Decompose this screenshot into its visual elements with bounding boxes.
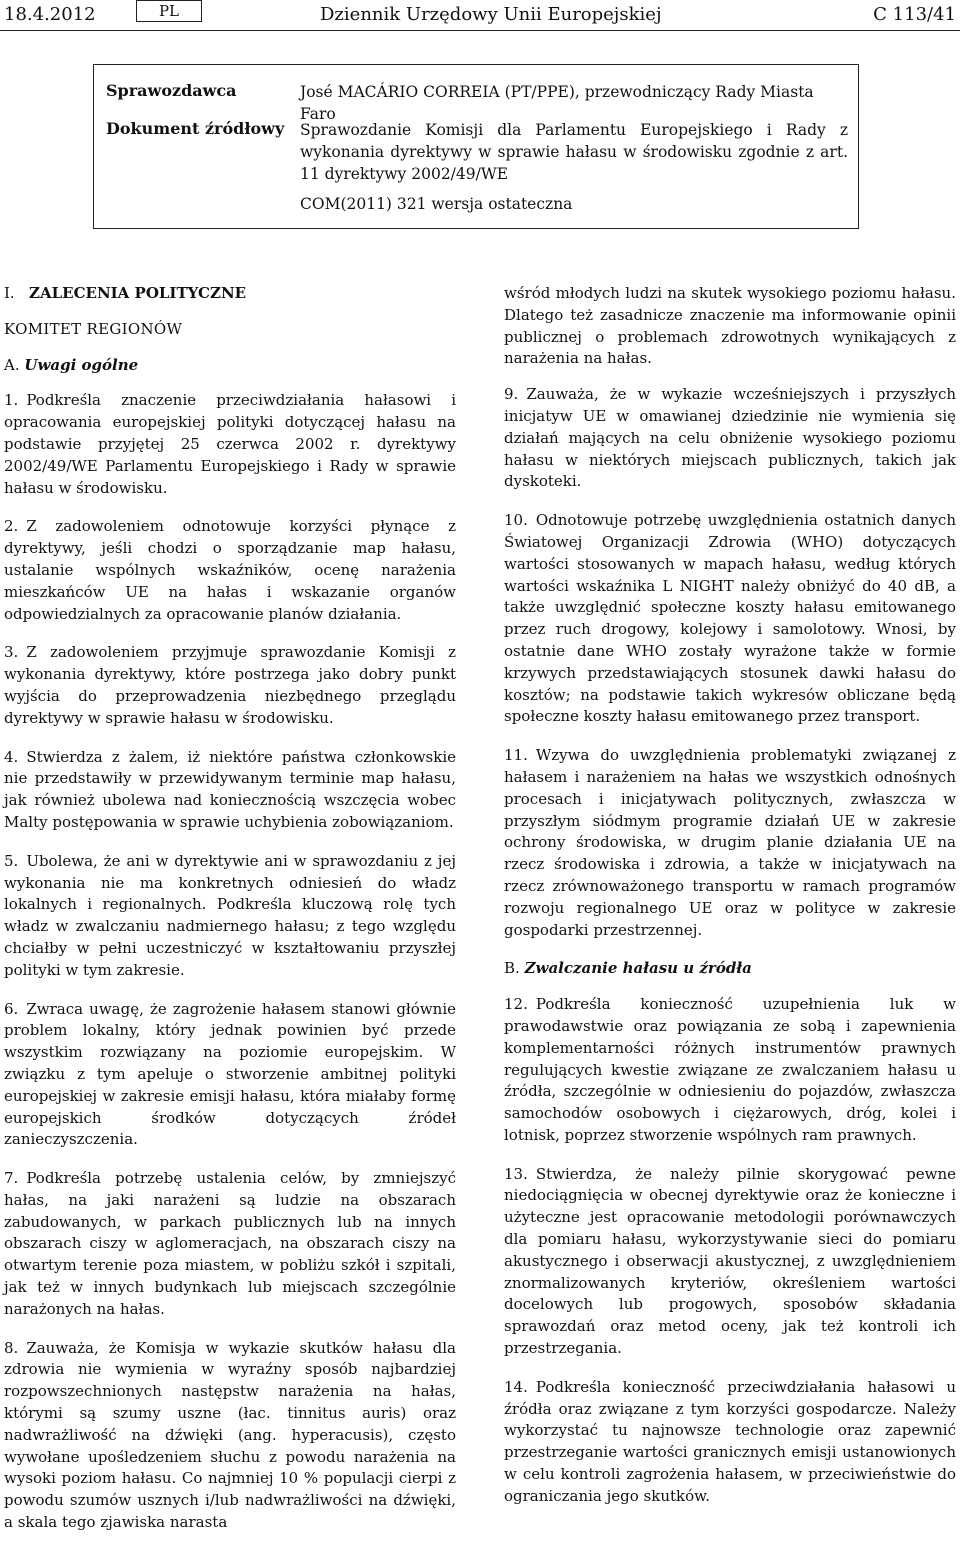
- paragraph-number: 13.: [504, 1164, 528, 1183]
- paragraph-text: Odnotowuje potrzebę uwzględnienia ostatnich danych Światowej Organizacji Zdrowia (WHO) dotyczących wartości stosowanych w mapach hałasu, według których wartości wskaźnika L NIGHT należy obniżyć do 40 dB, a także uwzględnić społeczne koszty hałasu emitowanego przez ruch drogowy, kolejowy i samolotowy. Wnosi, by ostatnie dane WHO zostały wyrażone także w formie krzywych przedstawiających stosunek dawki hałasu do kosztów; na podstawie takich wykresów obliczane będą społeczne koszty hałasu emitowanego przez transport.: [504, 511, 956, 726]
- paragraph-number: 9.: [504, 385, 519, 404]
- paragraph-text: Z zadowoleniem odnotowuje korzyści płynące z dyrektywy, jeśli chodzi o sporządzanie map hałasu, ustalanie wspólnych wskaźników, ocenę narażenia mieszkańców UE na hałas i wskazanie organów odpowiedzialnych za opracowanie planów działania.: [4, 517, 456, 623]
- subsection-a-letter: A.: [4, 355, 20, 374]
- left-column: [4, 283, 456, 1551]
- paragraph: [4, 642, 456, 729]
- subsection-a-heading: [4, 355, 456, 377]
- paragraph-text: Ubolewa, że ani w dyrektywie ani w sprawozdaniu z jej wykonania nie ma konkretnych odniesień do władz lokalnych i regionalnych. Podkreśla kluczową rolę tych władz w zwalczaniu nadmiernego hałasu; z tego względu chciałby w pełni uczestniczyć w kształtowaniu przyszłej polityki w tym zakresie.: [4, 851, 456, 979]
- language-badge: PL: [136, 0, 202, 22]
- page-header: [0, 0, 960, 30]
- paragraph-number: 5.: [4, 851, 19, 870]
- section-title: ZALECENIA POLITYCZNE: [29, 284, 247, 302]
- source-label: Dokument źródłowy: [106, 119, 285, 138]
- right-paragraph-list-a: [504, 384, 956, 941]
- section-number: I.: [4, 284, 15, 302]
- paragraph-number: 2.: [4, 517, 19, 536]
- publication-date: 18.4.2012: [4, 4, 96, 25]
- paragraph: [504, 745, 956, 941]
- paragraph-number: 1.: [4, 391, 19, 410]
- paragraph-number: 11.: [504, 746, 528, 765]
- left-paragraph-list: [4, 390, 456, 1533]
- paragraph: [504, 994, 956, 1147]
- committee-heading: KOMITET REGIONÓW: [4, 319, 183, 338]
- paragraph-text: Zwraca uwagę, że zagrożenie hałasem stanowi głównie problem lokalny, który jednak powinien być przede wszystkim rozwiązany na poziomie europejskim. W związku z tym apeluje o stworzenie ambitnej polityki europejskiej w zakresie emisji hałasu, która miałaby formę europejskich środków dotyczących źródeł zanieczyszczenia.: [4, 999, 456, 1149]
- paragraph-number: 10.: [504, 511, 528, 530]
- continued-paragraph: wśród młodych ludzi na skutek wysokiego poziomu hałasu. Dlatego też zasadnicze znaczenie ma informowanie opinii publicznej o problemach zdrowotnych wynikających z narażenia na hałas.: [504, 284, 956, 368]
- paragraph-text: Podkreśla konieczność przeciwdziałania hałasowi u źródła oraz związane z tym korzyści gospodarcze. Należy wykorzystać tu najnowsze technologie oraz zapewnić przestrzeganie wartości granicznych emisji ustanowionych w celu kontroli zagrożenia hałasem, w przeciwieństwie do ograniczania jego skutków.: [504, 1377, 956, 1505]
- subsection-b-title: Zwalczanie hałasu u źródła: [524, 959, 752, 978]
- header-rule: [0, 30, 960, 31]
- paragraph-text: Z zadowoleniem przyjmuje sprawozdanie Komisji z wykonania dyrektywy, które postrzega jako dobry punkt wyjścia do przeprowadzenia niezbędnego przeglądu dyrektywy w sprawie hałasu w środowisku.: [4, 643, 456, 727]
- subsection-b-heading: [504, 958, 956, 980]
- paragraph: [4, 999, 456, 1152]
- paragraph-text: Zauważa, że Komisja w wykazie skutków hałasu dla zdrowia nie wymienia w wyraźny sposób najbardziej rozpowszechnionych następstw narażenia na hałas, którymi są szumy uszne (łac. tinnitus auris) oraz nadwrażliwość na dźwięki (ang. hyperacusis), często wywołane upośledzeniem słuchu z powodu narażenia na wysoki poziom hałasu. Co najmniej 10 % populacji cierpi z powodu szumów usznych i/lub nadwrażliwości na dźwięki, a skala tego zjawiska narasta: [4, 1338, 456, 1532]
- right-paragraph-list-b: [504, 994, 956, 1508]
- paragraph-text: Podkreśla konieczność uzupełnienia luk w prawodawstwie oraz powiązania ze sobą i zapewnienia komplementarności różnych instrumentów prawnych regulujących kwestie związane ze zwalczaniem hałasu u źródła, szczególnie w odniesieniu do pojazdów, zwłaszcza samochodów osobowych i ciężarowych, dróg, kolei i lotnisk, poprzez stworzenie wspólnych ram prawnych.: [504, 995, 956, 1144]
- paragraph-number: 6.: [4, 999, 19, 1018]
- section-heading: [4, 283, 456, 305]
- paragraph: [504, 384, 956, 493]
- paragraph-text: Podkreśla potrzebę ustalenia celów, by zmniejszyć hałas, na jaki narażeni są ludzie na obszarach zabudowanych, w parkach publicznych lub na innych obszarach ciszy w aglomeracjach, na obszarach ciszy na otwartym terenie poza miastem, w pobliżu szkół i szpitali, jak też w innych budynkach lub miejscach szczególnie narażonych na hałas.: [4, 1169, 456, 1318]
- rapporteur-value: José MACÁRIO CORREIA (PT/PPE), przewodniczący Rady Miasta Faro: [300, 83, 814, 123]
- paragraph-text: Stwierdza, że należy pilnie skorygować pewne niedociągnięcia w obecnej dyrektywie oraz że konieczne i użyteczne jest opracowanie metodologii porównawczych dla pomiaru hałasu, wykorzystywanie sieci do pomiaru akustycznego i obserwacji akustycznej, z uwzględnieniem znormalizowanych kryteriów, określeniem wartości docelowych lub progowych, sposobów składania sprawozdań oraz metod oceny, jak też kontroli ich przestrzegania.: [504, 1164, 956, 1358]
- paragraph-text: Stwierdza z żalem, iż niektóre państwa członkowskie nie przedstawiły w przewidywanym terminie map hałasu, jak również ubolewa nad koniecznością wszczęcia wobec Malty postępowania w sprawie uchybienia zobowiązaniom.: [4, 747, 456, 831]
- rapporteur-label: Sprawozdawca: [106, 81, 237, 100]
- paragraph-number: 8.: [4, 1338, 19, 1357]
- source-reference: COM(2011) 321 wersja ostateczna: [300, 195, 573, 213]
- paragraph-number: 12.: [504, 995, 528, 1014]
- paragraph: [4, 390, 456, 499]
- metadata-box: [93, 64, 859, 229]
- paragraph: [504, 1164, 956, 1360]
- paragraph: [4, 516, 456, 625]
- right-column: [504, 283, 956, 1525]
- paragraph-number: 4.: [4, 747, 19, 766]
- page-number: C 113/41: [873, 4, 956, 25]
- subsection-a-title: Uwagi ogólne: [24, 355, 139, 374]
- paragraph-text: Wzywa do uwzględnienia problematyki związanej z hałasem i narażeniem na hałas we wszystkich odnośnych procesach i inicjatywach politycznych, zwłaszcza w przyszłym siódmym programie działań UE w zakresie ochrony środowiska, w drugim planie działania UE na rzecz środowiska i zdrowia, a także w inicjatywach na rzecz zrównoważonego transportu w ramach programów rozwoju regionalnego UE oraz w polityce w zakresie gospodarki przestrzennej.: [504, 746, 956, 939]
- paragraph-text: Zauważa, że w wykazie wcześniejszych i przyszłych inicjatyw UE w omawianej dziedzinie nie wymienia się działań mających na celu obniżenie wysokiego poziomu hałasu w niektórych miejscach publicznych, takich jak dyskoteki.: [504, 385, 956, 491]
- paragraph: [4, 1338, 456, 1534]
- paragraph: [504, 510, 956, 728]
- paragraph-text: Podkreśla znaczenie przeciwdziałania hałasowi i opracowania europejskiej polityki dotyczącej hałasu na podstawie przyjętej 25 czerwca 2002 r. dyrektywy 2002/49/WE Parlamentu Europejskiego i Rady w sprawie hałasu w środowisku.: [4, 391, 456, 497]
- paragraph: [4, 851, 456, 982]
- paragraph: [504, 1377, 956, 1508]
- paragraph-number: 3.: [4, 643, 19, 662]
- paragraph: [4, 747, 456, 834]
- source-value: Sprawozdanie Komisji dla Parlamentu Europejskiego i Rady z wykonania dyrektywy w sprawie hałasu w środowisku zgodnie z art. 11 dyrektywy 2002/49/WE: [300, 121, 848, 183]
- journal-title: Dziennik Urzędowy Unii Europejskiej: [320, 4, 662, 25]
- paragraph: [4, 1168, 456, 1321]
- paragraph-number: 7.: [4, 1169, 19, 1188]
- paragraph-number: 14.: [504, 1377, 528, 1396]
- subsection-b-letter: B.: [504, 959, 520, 978]
